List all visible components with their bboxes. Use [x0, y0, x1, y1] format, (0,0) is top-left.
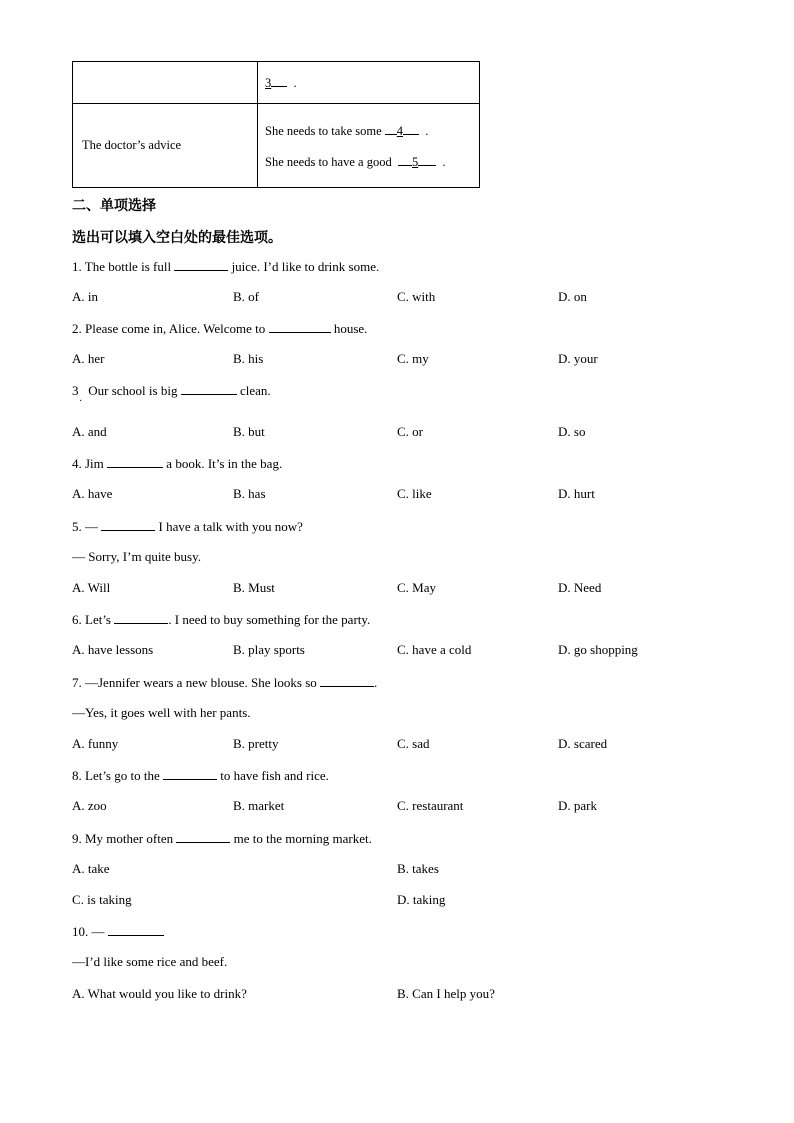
question-5-blank: [101, 518, 155, 531]
question-5: [72, 518, 303, 535]
option-c[interactable]: C. restaurant: [397, 798, 464, 813]
option-d[interactable]: D. hurt: [558, 486, 595, 501]
option-b[interactable]: B. his: [233, 351, 264, 366]
option-d[interactable]: D. so: [558, 424, 586, 439]
option-b[interactable]: B. of: [233, 289, 259, 304]
answer-5-blank-left: [398, 153, 412, 166]
question-1: [72, 258, 379, 275]
question-5-reply: — Sorry, I’m quite busy.: [72, 549, 202, 564]
question-1-tail: juice. I’d like to drink some.: [231, 259, 380, 274]
option-a[interactable]: A. What would you like to drink?: [72, 986, 247, 1001]
question-2-text: 2. Please come in, Alice. Welcome to: [72, 321, 266, 336]
option-c[interactable]: C. or: [397, 424, 423, 439]
question-7: [72, 674, 377, 691]
question-10-blank: [108, 923, 164, 936]
question-9: [72, 830, 372, 847]
question-2-tail: house.: [333, 321, 368, 336]
answer-4-blank-right: [403, 122, 419, 135]
question-6: [72, 611, 370, 628]
option-b[interactable]: B. has: [233, 486, 266, 501]
question-4: [72, 455, 282, 472]
option-c[interactable]: C. like: [397, 486, 432, 501]
option-a[interactable]: A. have lessons: [72, 642, 154, 657]
question-2-blank: [269, 320, 331, 333]
question-1-text: 1. The bottle is full: [72, 259, 172, 274]
option-a[interactable]: A. have: [72, 486, 113, 501]
question-3-dot: ·: [79, 396, 83, 407]
answer-5-number: 5: [411, 154, 419, 169]
option-c[interactable]: C. sad: [397, 736, 430, 751]
option-d[interactable]: D. go shopping: [558, 642, 638, 657]
table-cell-advice: [258, 104, 480, 188]
question-10: [72, 923, 164, 940]
question-8-tail: to have fish and rice.: [220, 768, 329, 783]
question-3: [72, 382, 271, 399]
option-d[interactable]: D. your: [558, 351, 598, 366]
question-3-tail: clean.: [239, 383, 271, 398]
question-5-tail: I have a talk with you now?: [158, 519, 303, 534]
option-a[interactable]: A. Will: [72, 580, 111, 595]
question-4-text: 4. Jim: [72, 456, 104, 471]
question-9-tail: me to the morning market.: [233, 831, 372, 846]
question-4-blank: [107, 455, 163, 468]
table-row: [73, 62, 480, 104]
question-4-tail: a book. It’s in the bag.: [166, 456, 283, 471]
question-6-text: 6. Let’s: [72, 612, 111, 627]
question-6-blank: [114, 611, 168, 624]
option-b[interactable]: B. pretty: [233, 736, 279, 751]
question-5-text: 5. —: [72, 519, 98, 534]
option-c[interactable]: C. May: [397, 580, 436, 595]
option-b[interactable]: B. takes: [397, 861, 439, 876]
option-c[interactable]: C. have a cold: [397, 642, 472, 657]
advice-line-2-tail: .: [442, 154, 446, 169]
option-a[interactable]: A. funny: [72, 736, 119, 751]
option-b[interactable]: B. play sports: [233, 642, 305, 657]
table-cell-empty: [73, 62, 258, 104]
answer-3-tail: .: [293, 76, 297, 90]
question-7-text: 7. —Jennifer wears a new blouse. She looks so: [72, 675, 317, 690]
option-a[interactable]: A. in: [72, 289, 98, 304]
question-3-blank: [181, 382, 237, 395]
question-10-text: 10. —: [72, 924, 105, 939]
option-b[interactable]: B. market: [233, 798, 285, 813]
option-d[interactable]: D. scared: [558, 736, 608, 751]
question-3-text: 3 Our school is big: [72, 383, 178, 398]
advice-line-2: She needs to have a good: [265, 154, 392, 169]
question-7-reply: —Yes, it goes well with her pants.: [72, 705, 251, 720]
info-table: [72, 61, 480, 188]
option-a[interactable]: A. and: [72, 424, 107, 439]
question-1-blank: [174, 258, 228, 271]
question-6-tail: . I need to buy something for the party.: [168, 612, 371, 627]
advice-line-1: She needs to take some: [265, 123, 382, 138]
advice-line-1-tail: .: [425, 123, 429, 138]
question-10-reply: —I’d like some rice and beef.: [72, 954, 228, 969]
option-a[interactable]: A. zoo: [72, 798, 107, 813]
answer-3-number: 3: [265, 76, 272, 90]
option-c[interactable]: C. my: [397, 351, 429, 366]
question-9-blank: [176, 830, 230, 843]
option-c[interactable]: C. with: [397, 289, 436, 304]
question-8-text: 8. Let’s go to the: [72, 768, 160, 783]
doctors-advice-label: The doctor’s advice: [73, 104, 258, 188]
question-2: [72, 320, 367, 337]
option-d[interactable]: D. taking: [397, 892, 446, 907]
question-7-tail: .: [374, 675, 378, 690]
option-d[interactable]: D. Need: [558, 580, 602, 595]
answer-5-blank-right: [418, 153, 436, 166]
option-b[interactable]: B. Can I help you?: [397, 986, 495, 1001]
section-title: 二、单项选择: [72, 198, 156, 214]
question-8: [72, 767, 329, 784]
answer-4-blank-left: [385, 122, 397, 135]
option-c[interactable]: C. is taking: [72, 892, 132, 907]
option-a[interactable]: A. take: [72, 861, 110, 876]
option-b[interactable]: B. Must: [233, 580, 275, 595]
question-8-blank: [163, 767, 217, 780]
question-9-text: 9. My mother often: [72, 831, 174, 846]
option-d[interactable]: D. park: [558, 798, 597, 813]
answer-3-blank: [271, 74, 287, 87]
option-a[interactable]: A. her: [72, 351, 105, 366]
option-b[interactable]: B. but: [233, 424, 265, 439]
section-instruction: 选出可以填入空白处的最佳选项。: [72, 230, 282, 246]
table-row: [73, 104, 480, 188]
table-cell-answer3: [258, 62, 480, 104]
question-7-blank: [320, 674, 374, 687]
option-d[interactable]: D. on: [558, 289, 587, 304]
answer-4-number: 4: [396, 123, 404, 138]
